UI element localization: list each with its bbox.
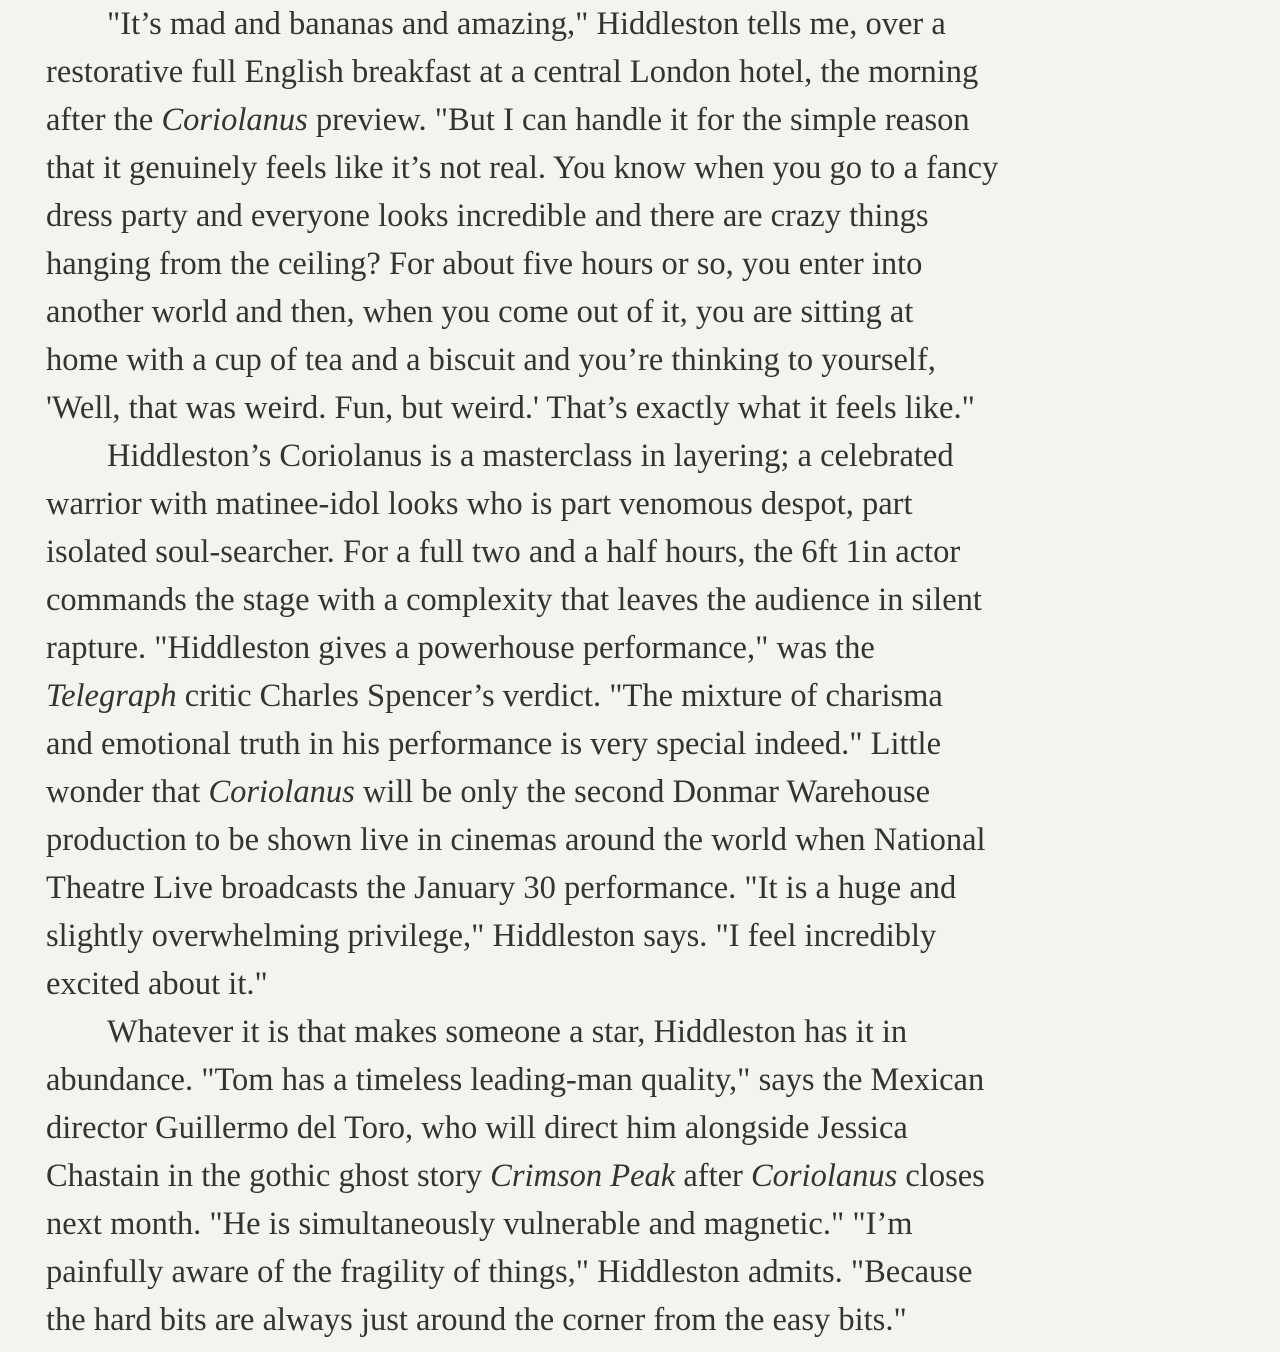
text-line [46, 480, 1246, 528]
text-segment: "It’s mad and bananas and amazing," Hiddleston tells me, over a [107, 6, 946, 42]
text-segment: after [675, 1158, 751, 1194]
text-segment: rapture. "Hiddleston gives a powerhouse performance," was the [46, 630, 875, 666]
italic-text: Crimson Peak [490, 1158, 676, 1194]
text-segment: dress party and everyone looks incredible and there are crazy things [46, 198, 929, 234]
text-segment: commands the stage with a complexity that leaves the audience in silent [46, 582, 982, 618]
text-line [46, 288, 1246, 336]
text-segment: and emotional truth in his performance is very special indeed." Little [46, 726, 942, 762]
text-segment: production to be shown live in cinemas around the world when National [46, 822, 986, 858]
text-line [46, 624, 1246, 672]
italic-text: Coriolanus [208, 774, 355, 810]
text-line [46, 384, 1246, 432]
text-line [46, 816, 1246, 864]
text-segment: next month. "He is simultaneously vulnerable and magnetic." "I’m [46, 1206, 913, 1242]
text-line [46, 240, 1246, 288]
italic-text: Telegraph [46, 678, 177, 714]
text-line [46, 1056, 1246, 1104]
text-line [46, 528, 1246, 576]
text-line [46, 1152, 1246, 1200]
text-line [46, 1104, 1246, 1152]
text-line [46, 432, 1246, 480]
text-line [46, 1296, 1246, 1344]
text-segment: after the [46, 102, 162, 138]
text-line [46, 96, 1246, 144]
text-line [46, 720, 1246, 768]
italic-text: Coriolanus [750, 1158, 898, 1194]
text-segment: painfully aware of the fragility of things," Hiddleston admits. "Because [46, 1254, 973, 1290]
paragraph [46, 0, 1246, 432]
text-segment: wonder that [46, 774, 209, 810]
text-segment: restorative full English breakfast at a central London hotel, the morning [46, 54, 979, 90]
text-line [46, 864, 1246, 912]
text-line [46, 1200, 1246, 1248]
text-segment: critic Charles Spencer’s verdict. "The mixture of charisma [176, 678, 943, 714]
text-segment: abundance. "Tom has a timeless leading-man quality," says the Mexican [46, 1062, 985, 1098]
text-line [46, 336, 1246, 384]
text-segment: Hiddleston’s Coriolanus is a masterclass in layering; a celebrated [107, 438, 954, 474]
text-line [46, 1008, 1246, 1056]
text-segment: home with a cup of tea and a biscuit and you’re thinking to yourself, [46, 342, 936, 378]
paragraph [46, 432, 1246, 1008]
text-segment: Chastain in the gothic ghost story [46, 1158, 491, 1194]
text-segment: Whatever it is that makes someone a star, Hiddleston has it in [107, 1014, 908, 1050]
text-line [46, 672, 1246, 720]
text-segment: Theatre Live broadcasts the January 30 performance. "It is a huge and [46, 870, 957, 906]
text-segment: director Guillermo del Toro, who will direct him alongside Jessica [46, 1110, 908, 1146]
text-line [46, 144, 1246, 192]
text-segment: preview. "But I can handle it for the simple reason [307, 102, 970, 138]
text-line [46, 960, 1246, 1008]
text-line [46, 1248, 1246, 1296]
text-line [46, 768, 1246, 816]
text-segment: another world and then, when you come out of it, you are sitting at [46, 294, 914, 330]
text-segment: that it genuinely feels like it’s not real. You know when you go to a fancy [46, 150, 999, 186]
text-line [46, 192, 1246, 240]
text-segment: slightly overwhelming privilege," Hiddleston says. "I feel incredibly [46, 918, 937, 954]
text-line [46, 48, 1246, 96]
paragraph [46, 1008, 1246, 1344]
text-segment: warrior with matinee-idol looks who is part venomous despot, part [46, 486, 913, 522]
italic-text: Coriolanus [161, 102, 308, 138]
text-segment: 'Well, that was weird. Fun, but weird.' That’s exactly what it feels like." [46, 390, 975, 426]
text-segment: the hard bits are always just around the corner from the easy bits." [46, 1302, 907, 1338]
text-segment: isolated soul-searcher. For a full two and a half hours, the 6ft 1in actor [46, 534, 961, 570]
text-segment: excited about it." [46, 966, 268, 1002]
text-line [46, 576, 1246, 624]
text-segment: hanging from the ceiling? For about five hours or so, you enter into [46, 246, 923, 282]
text-line [46, 0, 1246, 48]
article-body [46, 0, 1246, 1344]
text-line [46, 912, 1246, 960]
text-segment: closes [897, 1158, 985, 1194]
text-segment: will be only the second Donmar Warehouse [354, 774, 931, 810]
